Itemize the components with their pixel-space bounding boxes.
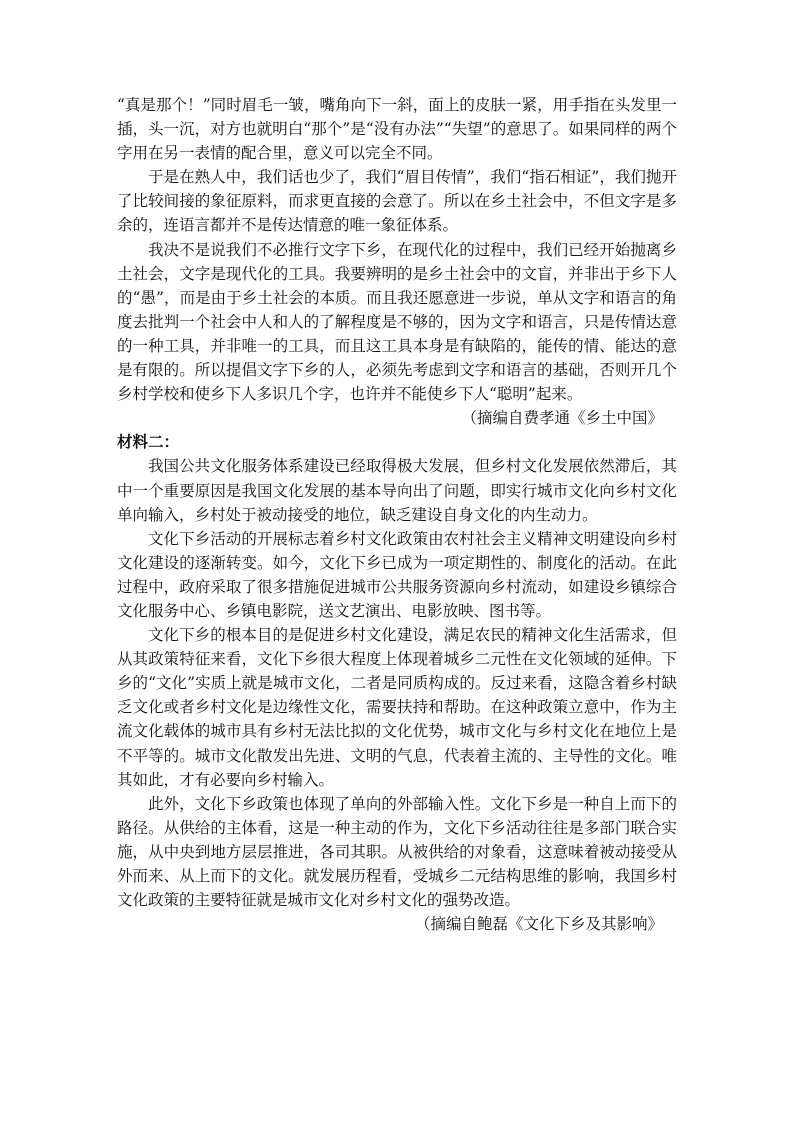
document-page	[117, 93, 677, 936]
material2-paragraph-3: 文化下乡的根本目的是促进乡村文化建设，满足农民的精神文化生活需求，但从其政策特征来看，文化下乡很大程度上体现着城乡二元性在文化领域的延伸。下乡的“文化”实质上就是城市文化，二者是同质构成的。反过来看，这隐含着乡村缺乏文化或者乡村文化是边缘性文化，需要扶持和帮助。在这种政策立意中，作为主流文化载体的城市具有乡村无法比拟的文化优势，城市文化与乡村文化在地位上是不平等的。城市文化散发出先进、文明的气息，代表着主流的、主导性的文化。唯其如此，才有必要向乡村输入。	[117, 626, 677, 789]
material1-source: （摘编自费孝通《乡土中国》	[461, 409, 663, 428]
material1-paragraph-2: 于是在熟人中，我们话也少了，我们“眉目传情”，我们“指石相证”，我们抛开了比较间接的象征原料，而求更直接的会意了。所以在乡土社会中，不但文字是多余的，连语言都并不是传达情意的唯一象征体系。	[117, 168, 677, 235]
material2-heading: 材料二：	[117, 432, 180, 452]
material2-paragraph-4: 此外，文化下乡政策也体现了单向的外部输入性。文化下乡是一种自上而下的路径。从供给的主体看，这是一种主动的作为，文化下乡活动往往是多部门联合实施，从中央到地方层层推进，各司其职。从被供给的对象看，这意味着被动接受从外而来、从上而下的文化。就发展历程看，受城乡二元结构思维的影响，我国乡村文化政策的主要特征就是城市文化对乡村文化的强势改造。	[117, 794, 677, 910]
material2-paragraph-1: 我国公共文化服务体系建设已经取得极大发展，但乡村文化发展依然滞后，其中一个重要原因是我国文化发展的基本导向出了问题，即实行城市文化向乡村文化单向输入，乡村处于被动接受的地位，缺乏建设自身文化的内生动力。	[117, 457, 677, 524]
material1-paragraph-1: “真是那个！”同时眉毛一皱，嘴角向下一斜，面上的皮肤一紧，用手指在头发里一插，头一沉，对方也就明白“那个”是“没有办法”“失望”的意思了。如果同样的两个字用在另一表情的配合里，意义可以完全不同。	[117, 96, 677, 163]
material2-paragraph-2: 文化下乡活动的开展标志着乡村文化政策由农村社会主义精神文明建设向乡村文化建设的逐渐转变。如今，文化下乡已成为一项定期性的、制度化的活动。在此过程中，政府采取了很多措施促进城市公共服务资源向乡村流动，如建设乡镇综合文化服务中心、乡镇电影院，送文艺演出、电影放映、图书等。	[117, 529, 677, 620]
material2-source: （摘编自鲍磊《文化下乡及其影响》	[414, 915, 663, 934]
material1-paragraph-3: 我决不是说我们不必推行文字下乡，在现代化的过程中，我们已经开始抛离乡土社会，文字是现代化的工具。我要辨明的是乡土社会中的文盲，并非出于乡下人的“愚”，而是由于乡土社会的本质。而且我还愿意进一步说，单从文字和语言的角度去批判一个社会中人和人的了解程度是不够的，因为文字和语言，只是传情达意的一种工具，并非唯一的工具，而且这工具本身是有缺陷的，能传的情、能达的意是有限的。所以提倡文字下乡的人，必须先考虑到文字和语言的基础，否则开几个乡村学校和使乡下人多识几个字，也许并不能使乡下人“聪明”起来。	[117, 240, 677, 404]
